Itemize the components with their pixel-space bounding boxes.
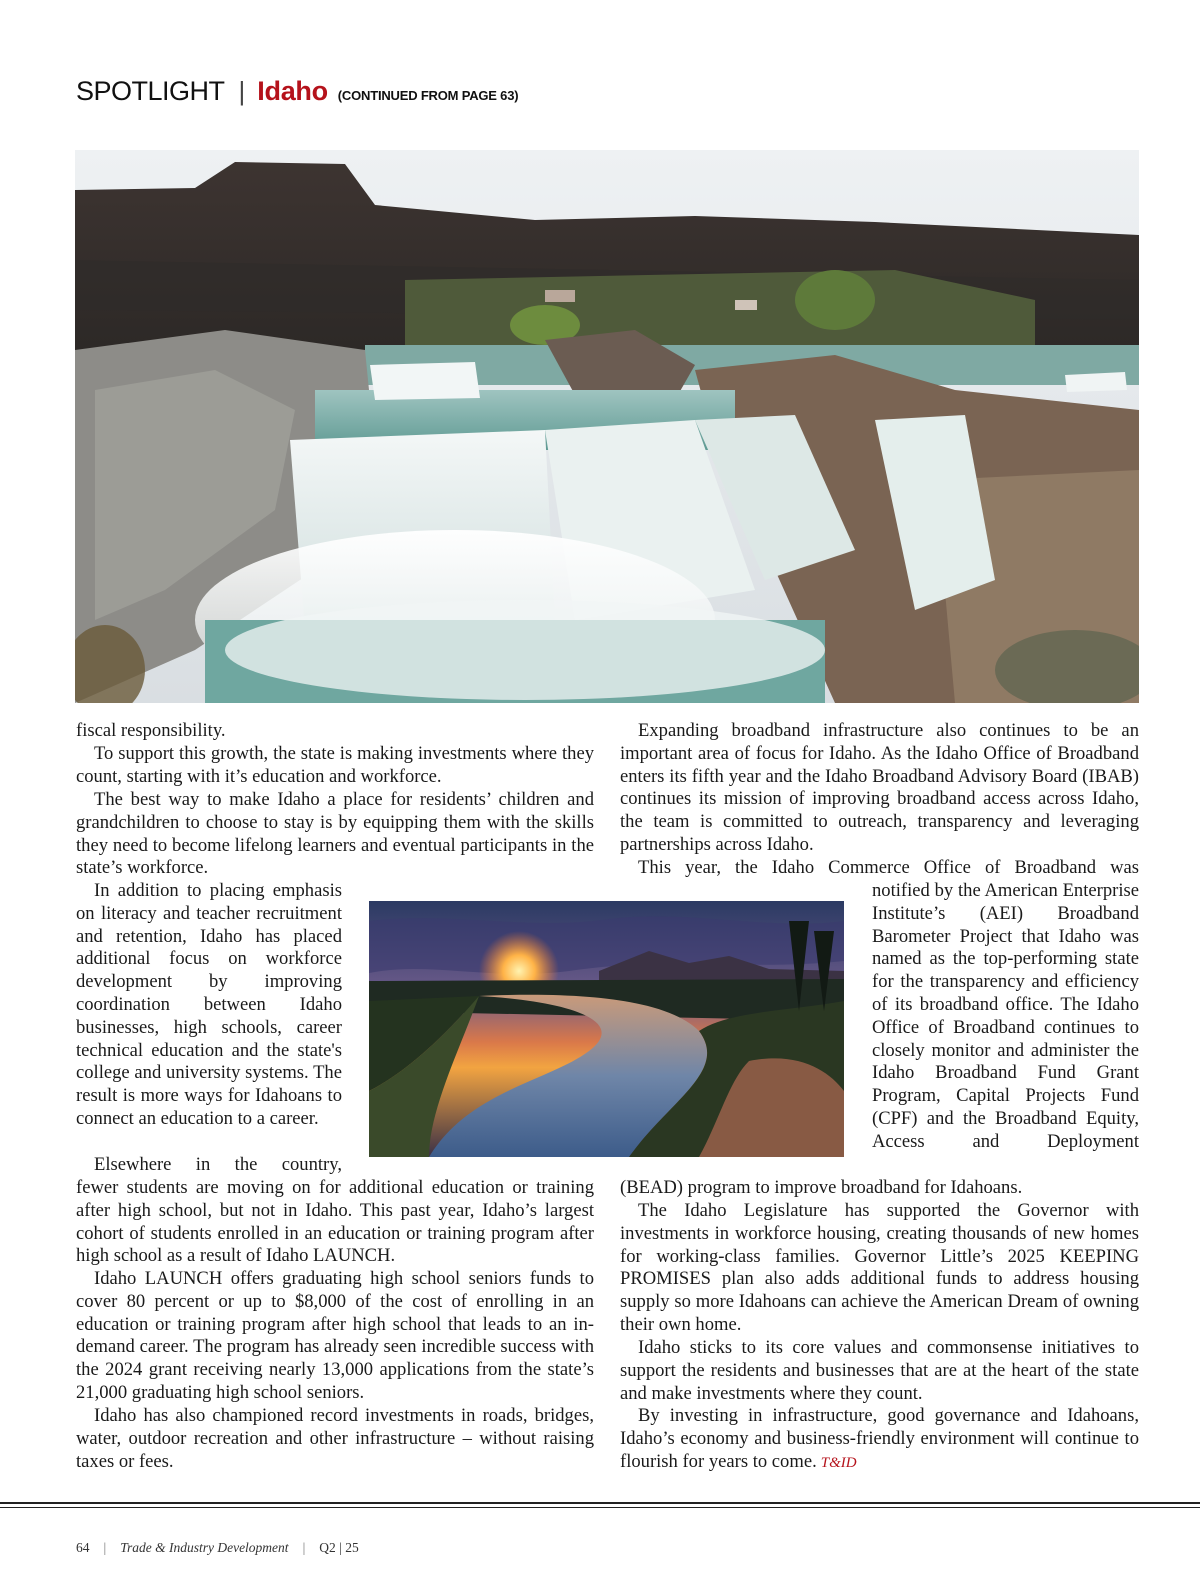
left-paragraph-5-intro: Elsewhere in the country, — [94, 1154, 342, 1175]
state-title: Idaho — [257, 76, 328, 106]
page-number: 64 — [76, 1540, 90, 1555]
footer-divider: | — [103, 1540, 107, 1555]
right-paragraph-5-text: By investing in infrastructure, good governance and Idahoans, Idaho’s economy and business-friendly environment will continue to flourish for years to come. — [620, 1405, 1139, 1472]
right-paragraph-2-intro: This year, the Idaho Commerce Office of Broadband was — [638, 857, 1139, 878]
right-paragraph-1: Expanding broadband infrastructure also continues to be an important area of focus for Idaho. As the Idaho Office of Broadband enters its fifth year and the Idaho Broadband Advisory Board (IBAB) continues its mission of improving broadband access across Idaho, the team is committed to outreach, transparency and leveraging partnerships across Idaho. — [620, 720, 1139, 855]
footer-rule-thin — [0, 1507, 1200, 1508]
right-paragraph-4: Idaho sticks to its core values and commonsense initiatives to support the residents and businesses that are at the heart of the state and make investments where they count. — [620, 1337, 1139, 1404]
left-paragraph-2: To support this growth, the state is making investments where they count, starting with it’s education and workforce. — [76, 743, 594, 787]
left-paragraph-4: In addition to placing emphasis on literacy and teacher recruitment and retention, Idaho has placed additional focus on workforce development by improving coordination between Idaho businesses, high schools, career technical education and the state's college and university systems. The result is more ways for Idahoans to connect an education to a career. — [76, 880, 342, 1129]
footer-divider: | — [302, 1540, 306, 1555]
page-footer — [76, 1540, 359, 1556]
section-label: SPOTLIGHT — [76, 76, 225, 106]
page-header — [76, 76, 518, 116]
header-divider: | — [238, 76, 246, 106]
river-sunset-photo — [369, 901, 844, 1157]
left-paragraph-3: The best way to make Idaho a place for residents’ children and grandchildren to choose to stay is by equipping them with the skills they need to become lifelong learners and eventual participants in the state’s workforce. — [76, 789, 594, 879]
right-paragraph-2: notified by the American Enterprise Institute’s (AEI) Broadband Barometer Project that Idaho was named as the top-performing state for the transparency and efficiency of its broadband office. The Idaho Office of Broadband continues to closely monitor and administer the Idaho Broadband Fund Grant Program, Capital Projects Fund (CPF) and the Broadband Equity, Access and Deployment — [872, 880, 1139, 1152]
left-paragraph-1: fiscal responsibility. — [76, 720, 226, 741]
issue-label: Q2 | 25 — [319, 1540, 359, 1555]
right-paragraph-3: The Idaho Legislature has supported the Governor with investments in workforce housing, creating thousands of new homes for working-class families. Governor Little’s 2025 KEEPING PROMISES plan also adds additional funds to address housing supply so more Idahoans can achieve the American Dream of owning their own home. — [620, 1200, 1139, 1335]
left-paragraph-7: Idaho has also championed record investments in roads, bridges, water, outdoor recreation and other infrastructure – without raising taxes or fees. — [76, 1405, 594, 1472]
right-paragraph-2-end: (BEAD) program to improve broadband for Idahoans. — [620, 1177, 1023, 1198]
end-mark-logo: T&ID — [820, 1454, 857, 1471]
left-paragraph-6: Idaho LAUNCH offers graduating high school seniors funds to cover 80 percent or up to $8,000 of the cost of enrolling in an education or training program after high school that leads to an in-demand career. The program has already seen incredible success with the 2024 grant receiving nearly 13,000 applications from the state’s 21,000 graduating high school seniors. — [76, 1268, 594, 1403]
waterfall-canyon-photo — [75, 150, 1139, 703]
continued-note: (CONTINUED FROM PAGE 63) — [337, 88, 519, 103]
footer-rule — [0, 1502, 1200, 1504]
magazine-name: Trade & Industry Development — [120, 1540, 289, 1555]
left-paragraph-5: fewer students are moving on for additional education or training after high school, but not in Idaho. This past year, Idaho’s largest cohort of students enrolled in an education or training program after high school as a result of Idaho LAUNCH. — [76, 1177, 594, 1267]
right-paragraph-5 — [620, 1405, 1139, 1474]
